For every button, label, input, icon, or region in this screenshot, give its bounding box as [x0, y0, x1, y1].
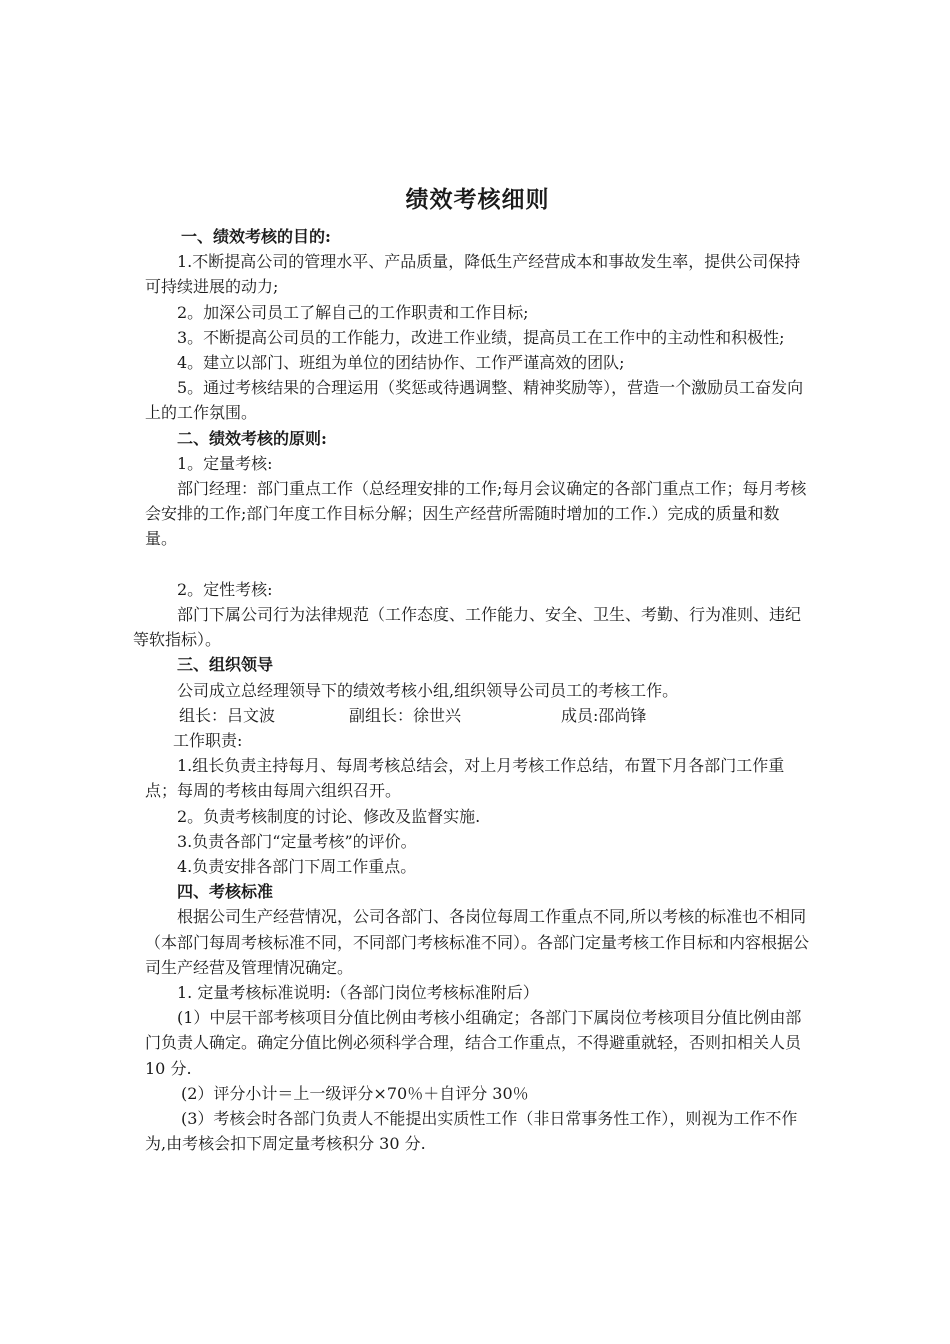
- section-1-heading: 一、绩效考核的目的:: [181, 227, 331, 246]
- document-page: [133, 0, 810, 1344]
- standard-intro: 根据公司生产经营情况，公司各部门、各岗位每周工作重点不同,所以考核的标准也不相同（本部门每周考核标准不同，不同部门考核标准不同）。各部门定量考核工作目标和内容根据公司生产经营及管理情况确定。: [145, 907, 810, 977]
- duty-item: 3.负责各部门“定量考核”的评价。: [177, 831, 417, 851]
- duty-item: 4.负责安排各部门下周工作重点。: [177, 857, 417, 877]
- team-member: 成员:邵尚锋: [561, 705, 647, 725]
- standard-rule: (2）评分小计＝上一级评分×70％＋自评分 30％: [181, 1083, 529, 1103]
- duty-label: 工作职责:: [173, 731, 243, 751]
- section-1-item: 1.不断提高公司的管理水平、产品质量，降低生产经营成本和事故发生率，提供公司保持可持续进展的动力;: [145, 252, 801, 297]
- organization-intro: 公司成立总经理领导下的绩效考核小组,组织领导公司员工的考核工作。: [177, 680, 679, 700]
- standard-rule: (1）中层干部考核项目分值比例由考核小组确定；各部门下属岗位考核项目分值比例由部门负责人确定。确定分值比例必须科学合理，结合工作重点，不得避重就轻，否则扣相关人员 10 分.: [145, 1008, 802, 1078]
- section-1-item: 5。通过考核结果的合理运用（奖惩或待遇调整、精神奖励等），营造一个激励员工奋发向上的工作氛围。: [145, 378, 804, 423]
- blank-line: [145, 552, 810, 577]
- section-1-item: 3。不断提高公司员的工作能力，改进工作业绩，提高员工在工作中的主动性和积极性;: [177, 327, 785, 347]
- document-body: [133, 224, 810, 1157]
- section-2-heading: 二、绩效考核的原则:: [177, 428, 327, 448]
- section-1-item: 2。加深公司员工了解自己的工作职责和工作目标;: [177, 302, 529, 322]
- team-members-row: [145, 703, 810, 728]
- document-title: 绩效考核细则: [405, 186, 550, 213]
- team-leader: 组长：吕文波: [179, 705, 276, 725]
- duty-item: 2。负责考核制度的讨论、修改及监督实施.: [177, 806, 481, 826]
- quantitative-text: 部门经理：部门重点工作（总经理安排的工作;每月会议确定的各部门重点工作；每月考核会安排的工作;部门年度工作目标分解；因生产经营所需随时增加的工作.）完成的质量和数量。: [145, 479, 807, 549]
- standard-rule: (3）考核会时各部门负责人不能提出实质性工作（非日常事务性工作），则视为工作不作为,由考核会扣下周定量考核积分 30 分.: [145, 1109, 798, 1154]
- duty-item: 1.组长负责主持每月、每周考核总结会，对上月考核工作总结，布置下月各部门工作重点；每周的考核由每周六组织召开。: [145, 756, 785, 801]
- section-1-item: 4。建立以部门、班组为单位的团结协作、工作严谨高效的团队;: [177, 353, 625, 373]
- qualitative-label: 2。定性考核:: [177, 579, 273, 599]
- section-3-heading: 三、组织领导: [177, 655, 274, 675]
- quantitative-label: 1。定量考核:: [177, 453, 273, 473]
- standard-label: 1. 定量考核标准说明:（各部门岗位考核标准附后）: [177, 983, 539, 1003]
- section-4-heading: 四、考核标准: [177, 882, 274, 902]
- qualitative-text: 部门下属公司行为法律规范（工作态度、工作能力、安全、卫生、考勤、行为准则、违纪等软指标）。: [133, 605, 802, 650]
- deputy-leader: 副组长：徐世兴: [349, 705, 462, 725]
